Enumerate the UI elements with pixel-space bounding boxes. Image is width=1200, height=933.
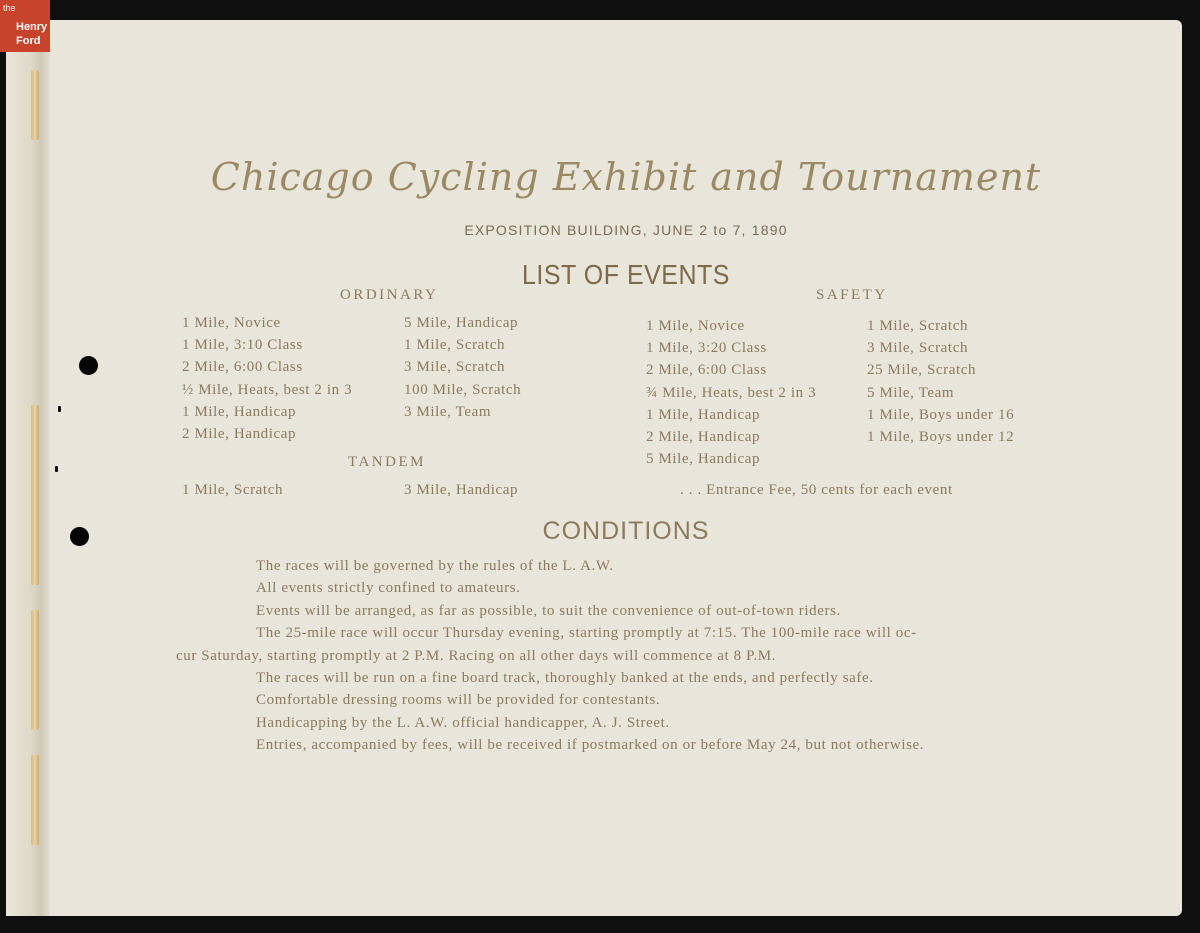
safety-heading: SAFETY bbox=[816, 287, 888, 303]
safety-column-2 bbox=[867, 315, 1014, 448]
tandem-heading: TANDEM bbox=[348, 454, 426, 470]
list-item: 5 Mile, Team bbox=[867, 384, 955, 401]
list-item: 1 Mile, Novice bbox=[646, 318, 745, 334]
henry-ford-logo bbox=[0, 0, 50, 52]
list-item: ¾ Mile, Heats, best 2 in 3 bbox=[646, 384, 817, 401]
list-item: 25 Mile, Scratch bbox=[867, 362, 977, 379]
ordinary-column-1 bbox=[182, 312, 352, 445]
logo-text-the: the bbox=[3, 3, 16, 13]
punch-hole bbox=[79, 356, 98, 375]
list-item: 2 Mile, Handicap bbox=[646, 429, 761, 446]
binding-tape bbox=[31, 610, 39, 730]
condition-line: Comfortable dressing rooms will be provided for contestants. bbox=[256, 692, 661, 709]
safety-column-1 bbox=[646, 315, 816, 470]
list-item: 1 Mile, Scratch bbox=[404, 337, 506, 354]
condition-line: Handicapping by the L. A.W. official handicapper, A. J. Street. bbox=[256, 714, 670, 731]
condition-line: cur Saturday, starting promptly at 2 P.M. Racing on all other days will commence at 8 P.M. bbox=[176, 647, 777, 664]
list-item: 2 Mile, 6:00 Class bbox=[646, 362, 767, 379]
list-item: 3 Mile, Team bbox=[404, 403, 492, 420]
binding-mark bbox=[55, 466, 58, 472]
ordinary-column-2 bbox=[404, 312, 521, 423]
list-of-events-heading: LIST OF EVENTS bbox=[522, 259, 730, 291]
list-item: 3 Mile, Handicap bbox=[404, 482, 519, 498]
list-item: 1 Mile, Handicap bbox=[182, 403, 297, 420]
list-item: 1 Mile, 3:10 Class bbox=[182, 337, 303, 354]
tandem-item bbox=[182, 479, 283, 501]
list-item: 2 Mile, Handicap bbox=[182, 426, 297, 443]
list-item: 3 Mile, Scratch bbox=[404, 359, 506, 376]
list-item: 1 Mile, Scratch bbox=[182, 482, 284, 498]
list-item: 1 Mile, 3:20 Class bbox=[646, 340, 767, 357]
conditions-text bbox=[176, 555, 1076, 757]
list-item: 100 Mile, Scratch bbox=[404, 381, 522, 398]
entrance-fee-note: . . . Entrance Fee, 50 cents for each event bbox=[680, 482, 953, 498]
binding-tape bbox=[31, 755, 39, 845]
list-item: 1 Mile, Novice bbox=[182, 315, 281, 331]
list-item: 3 Mile, Scratch bbox=[867, 340, 969, 357]
list-item: 2 Mile, 6:00 Class bbox=[182, 359, 303, 376]
binding-tape bbox=[31, 405, 39, 585]
condition-line: The races will be governed by the rules of the L. A.W. bbox=[256, 558, 614, 574]
document-title: Chicago Cycling Exhibit and Tournament bbox=[210, 155, 1042, 199]
document-page bbox=[6, 20, 1182, 916]
condition-line: Entries, accompanied by fees, will be received if postmarked on or before May 24, but not otherwise. bbox=[256, 737, 925, 754]
ordinary-heading: ORDINARY bbox=[340, 287, 439, 303]
logo-text-henry: Henry bbox=[16, 21, 48, 33]
list-item: 1 Mile, Handicap bbox=[646, 406, 761, 423]
condition-line: All events strictly confined to amateurs. bbox=[256, 580, 521, 597]
binding-mark bbox=[58, 406, 61, 412]
condition-line: Events will be arranged, as far as possible, to suit the convenience of out-of-town riders. bbox=[256, 602, 841, 619]
conditions-heading: CONDITIONS bbox=[542, 517, 710, 545]
list-item: 1 Mile, Scratch bbox=[867, 318, 969, 334]
list-item: 1 Mile, Boys under 16 bbox=[867, 406, 1015, 423]
document-subtitle: EXPOSITION BUILDING, JUNE 2 to 7, 1890 bbox=[464, 222, 788, 238]
binding-tape bbox=[31, 70, 39, 140]
condition-line: The races will be run on a fine board track, thoroughly banked at the ends, and perfectly safe. bbox=[256, 670, 874, 687]
list-item: 5 Mile, Handicap bbox=[404, 315, 519, 331]
logo-text-ford: Ford bbox=[16, 35, 41, 47]
list-item: 5 Mile, Handicap bbox=[646, 451, 761, 468]
list-item: 1 Mile, Boys under 12 bbox=[867, 429, 1015, 446]
list-item: ½ Mile, Heats, best 2 in 3 bbox=[182, 381, 353, 398]
tandem-item bbox=[404, 479, 518, 501]
condition-line: The 25-mile race will occur Thursday evening, starting promptly at 7:15. The 100-mile race will oc- bbox=[256, 625, 917, 642]
